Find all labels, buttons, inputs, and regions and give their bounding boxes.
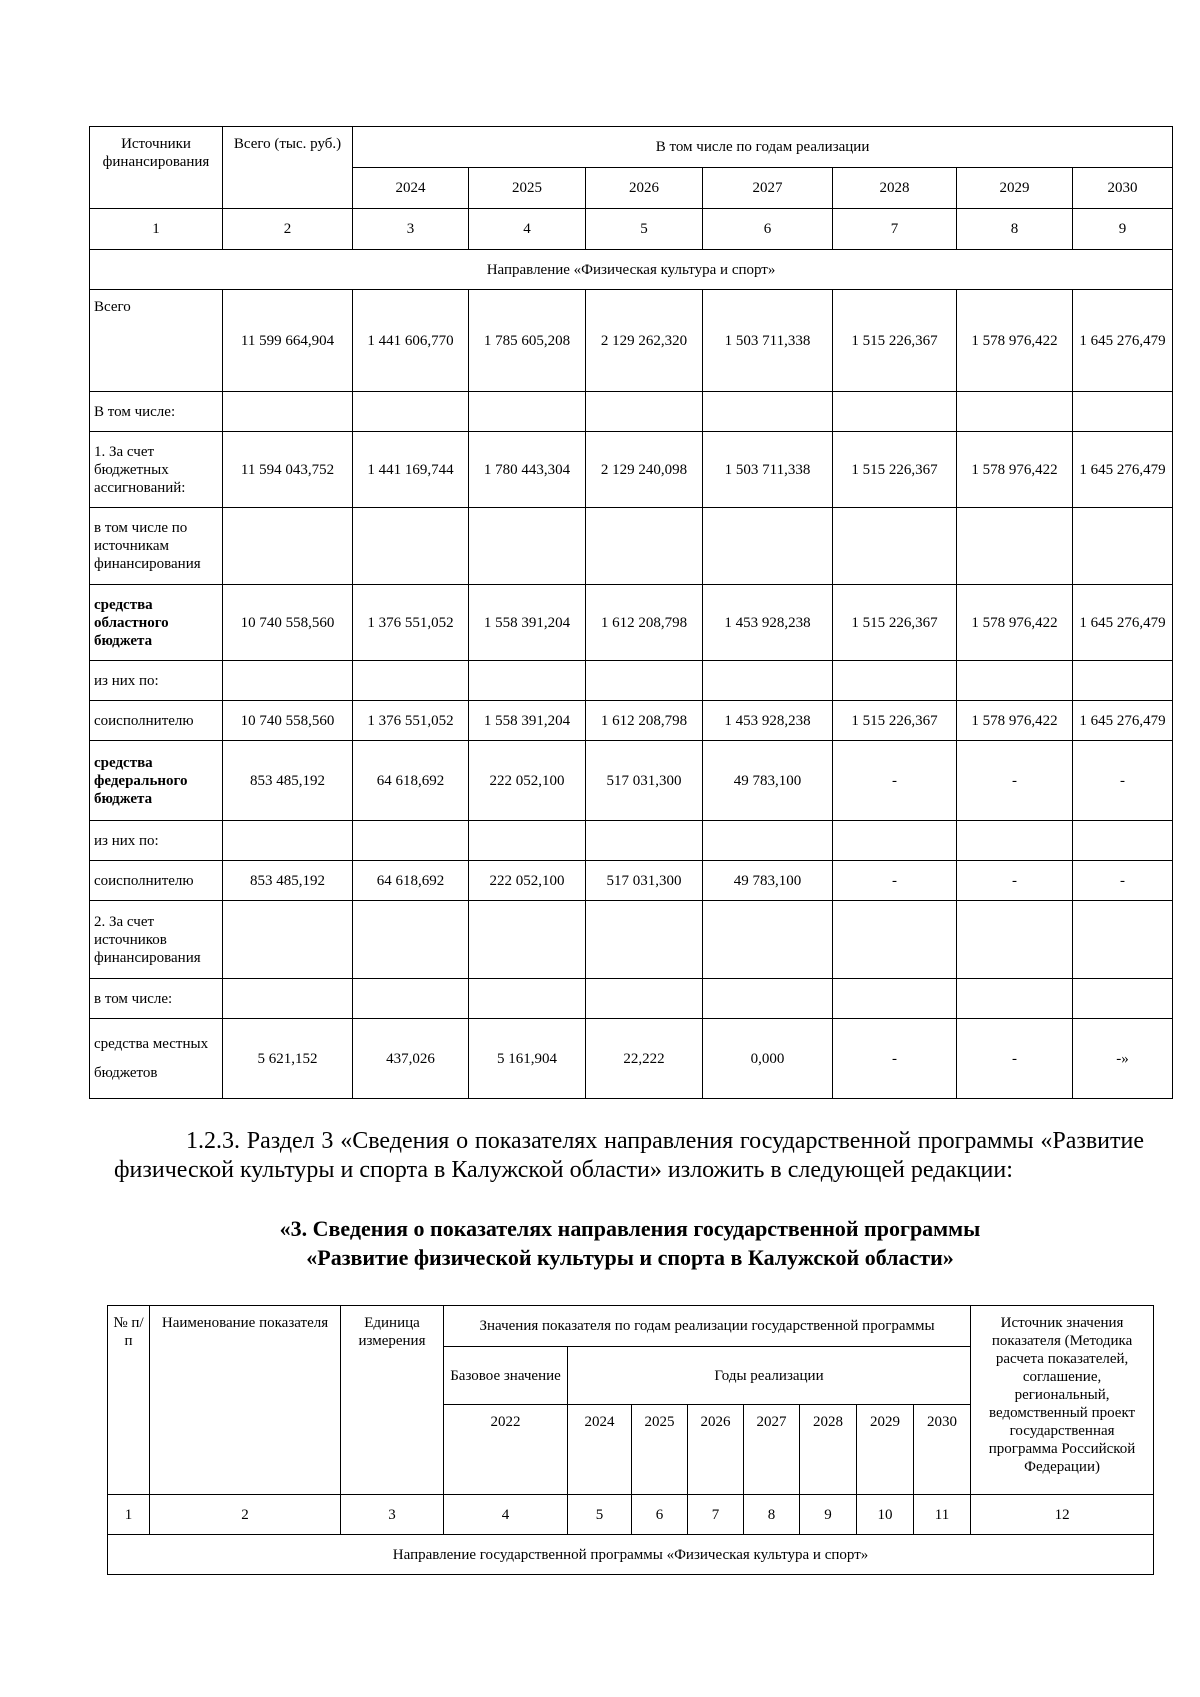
header-year: 2027 — [703, 168, 833, 209]
row-value — [586, 661, 703, 701]
row-value — [469, 508, 586, 585]
table-row — [90, 392, 1173, 432]
row-value — [703, 661, 833, 701]
table-row — [90, 432, 1173, 508]
header-year: 2027 — [744, 1405, 800, 1495]
row-value: - — [1073, 741, 1173, 821]
row-value: 437,026 — [353, 1019, 469, 1099]
row-label: Всего — [90, 290, 223, 392]
section-title: Направление «Физическая культура и спорт» — [90, 250, 1173, 290]
row-value: 1 645 276,479 — [1073, 432, 1173, 508]
column-number: 2 — [223, 209, 353, 250]
row-value — [957, 979, 1073, 1019]
column-number: 4 — [469, 209, 586, 250]
row-value: 49 783,100 — [703, 861, 833, 901]
row-value: 1 441 606,770 — [353, 290, 469, 392]
row-value — [833, 821, 957, 861]
row-value: - — [957, 741, 1073, 821]
row-value — [1073, 508, 1173, 585]
row-value — [703, 901, 833, 979]
row-value: 1 503 711,338 — [703, 290, 833, 392]
row-value: 1 503 711,338 — [703, 432, 833, 508]
row-value: 5 161,904 — [469, 1019, 586, 1099]
row-value — [223, 821, 353, 861]
section-title: Направление государственной программы «Физическая культура и спорт» — [108, 1535, 1154, 1575]
row-value — [703, 821, 833, 861]
row-value — [833, 392, 957, 432]
row-value — [1073, 901, 1173, 979]
header-year: 2030 — [914, 1405, 971, 1495]
row-value: 22,222 — [586, 1019, 703, 1099]
row-value — [223, 508, 353, 585]
row-value — [469, 901, 586, 979]
financing-table — [89, 126, 1173, 1099]
table-row — [90, 1019, 1173, 1099]
column-number: 6 — [703, 209, 833, 250]
row-value: 1 785 605,208 — [469, 290, 586, 392]
column-number: 5 — [586, 209, 703, 250]
row-value — [703, 392, 833, 432]
table-row — [90, 861, 1173, 901]
row-value — [957, 821, 1073, 861]
row-value: 2 129 262,320 — [586, 290, 703, 392]
header-total: Всего (тыс. руб.) — [223, 127, 353, 209]
row-value — [957, 508, 1073, 585]
header-year: 2028 — [800, 1405, 857, 1495]
header-year: 2025 — [632, 1405, 688, 1495]
table-row — [90, 979, 1173, 1019]
row-value: 517 031,300 — [586, 741, 703, 821]
header-by-years: В том числе по годам реализации — [353, 127, 1173, 168]
row-value — [1073, 392, 1173, 432]
row-value — [469, 661, 586, 701]
row-value — [353, 901, 469, 979]
row-value: 517 031,300 — [586, 861, 703, 901]
row-value: 1 612 208,798 — [586, 701, 703, 741]
row-value — [833, 979, 957, 1019]
row-value: 64 618,692 — [353, 741, 469, 821]
row-value: - — [833, 741, 957, 821]
row-label: в том числе: — [90, 979, 223, 1019]
table-row — [90, 741, 1173, 821]
row-value — [1073, 979, 1173, 1019]
row-value: 1 515 226,367 — [833, 585, 957, 661]
column-number: 9 — [1073, 209, 1173, 250]
column-number: 12 — [971, 1495, 1154, 1535]
column-number: 3 — [341, 1495, 444, 1535]
row-value: 11 594 043,752 — [223, 432, 353, 508]
row-value — [1073, 661, 1173, 701]
row-value — [586, 392, 703, 432]
header-unit: Единица измерения — [341, 1306, 444, 1495]
row-label: средства областного бюджета — [90, 585, 223, 661]
table-row — [90, 661, 1173, 701]
row-value: 1 376 551,052 — [353, 585, 469, 661]
row-value — [353, 661, 469, 701]
row-value: 11 599 664,904 — [223, 290, 353, 392]
row-value — [957, 901, 1073, 979]
column-number: 1 — [90, 209, 223, 250]
row-value: 0,000 — [703, 1019, 833, 1099]
column-number: 2 — [150, 1495, 341, 1535]
row-value — [353, 392, 469, 432]
column-number: 7 — [833, 209, 957, 250]
column-number: 11 — [914, 1495, 971, 1535]
row-value — [957, 661, 1073, 701]
row-value: - — [957, 1019, 1073, 1099]
header-base-year: 2022 — [444, 1405, 568, 1495]
row-label: В том числе: — [90, 392, 223, 432]
row-value — [353, 821, 469, 861]
row-value: 853 485,192 — [223, 741, 353, 821]
header-year: 2024 — [568, 1405, 632, 1495]
header-years-title: Годы реализации — [568, 1347, 971, 1405]
row-value: 1 453 928,238 — [703, 585, 833, 661]
table-row — [90, 701, 1173, 741]
column-number: 5 — [568, 1495, 632, 1535]
header-sources: Источники финансирования — [90, 127, 223, 209]
header-num: № п/п — [108, 1306, 150, 1495]
row-value: 1 441 169,744 — [353, 432, 469, 508]
row-value — [469, 821, 586, 861]
row-value — [223, 661, 353, 701]
header-base-value: Базовое значение — [444, 1347, 568, 1405]
row-value: 1 780 443,304 — [469, 432, 586, 508]
header-year: 2030 — [1073, 168, 1173, 209]
row-label: соисполнителю — [90, 861, 223, 901]
row-value: 49 783,100 — [703, 741, 833, 821]
column-number: 7 — [688, 1495, 744, 1535]
amendment-paragraph — [114, 1127, 1144, 1185]
row-value — [353, 508, 469, 585]
row-value — [586, 821, 703, 861]
section-heading-line-1: «3. Сведения о показателях направления государственной программы — [279, 1216, 981, 1241]
row-value: 1 645 276,479 — [1073, 701, 1173, 741]
column-number: 3 — [353, 209, 469, 250]
row-label: 2. За счет источников финансирования — [90, 901, 223, 979]
row-value — [586, 901, 703, 979]
row-value — [586, 979, 703, 1019]
header-year: 2029 — [857, 1405, 914, 1495]
header-year: 2025 — [469, 168, 586, 209]
row-value — [833, 508, 957, 585]
row-value: 10 740 558,560 — [223, 701, 353, 741]
header-source: Источник значения показателя (Методика расчета показателей, соглашение, региональный, ведомственный проект государственная программа Российской Федерации) — [971, 1306, 1154, 1495]
row-value: 64 618,692 — [353, 861, 469, 901]
row-value: 1 578 976,422 — [957, 290, 1073, 392]
column-number: 6 — [632, 1495, 688, 1535]
row-label: средства местных бюджетов — [90, 1019, 223, 1099]
header-year: 2028 — [833, 168, 957, 209]
row-value: 1 558 391,204 — [469, 585, 586, 661]
row-value: 1 612 208,798 — [586, 585, 703, 661]
row-value: 1 558 391,204 — [469, 701, 586, 741]
row-label: соисполнителю — [90, 701, 223, 741]
row-value: - — [957, 861, 1073, 901]
row-value: -» — [1073, 1019, 1173, 1099]
row-value: 853 485,192 — [223, 861, 353, 901]
row-value: 2 129 240,098 — [586, 432, 703, 508]
row-value: 1 376 551,052 — [353, 701, 469, 741]
row-label: 1. За счет бюджетных ассигнований: — [90, 432, 223, 508]
row-value — [833, 901, 957, 979]
table-row — [90, 821, 1173, 861]
row-value: 1 578 976,422 — [957, 701, 1073, 741]
column-number: 1 — [108, 1495, 150, 1535]
header-values-title: Значения показателя по годам реализации государственной программы — [444, 1306, 971, 1347]
row-value: 10 740 558,560 — [223, 585, 353, 661]
header-year: 2026 — [586, 168, 703, 209]
row-value: 1 453 928,238 — [703, 701, 833, 741]
row-value — [469, 979, 586, 1019]
header-year: 2029 — [957, 168, 1073, 209]
row-value: 1 515 226,367 — [833, 290, 957, 392]
table-row — [90, 901, 1173, 979]
column-number: 8 — [744, 1495, 800, 1535]
row-value — [223, 392, 353, 432]
row-value — [353, 979, 469, 1019]
row-value: 1 578 976,422 — [957, 585, 1073, 661]
row-value: 222 052,100 — [469, 861, 586, 901]
header-indicator-name: Наименование показателя — [150, 1306, 341, 1495]
row-value: 5 621,152 — [223, 1019, 353, 1099]
row-value — [957, 392, 1073, 432]
row-value — [223, 979, 353, 1019]
column-number: 4 — [444, 1495, 568, 1535]
row-value: - — [1073, 861, 1173, 901]
header-year: 2026 — [688, 1405, 744, 1495]
table-row — [90, 290, 1173, 392]
row-value — [703, 979, 833, 1019]
row-value: - — [833, 1019, 957, 1099]
row-value: - — [833, 861, 957, 901]
row-label: из них по: — [90, 661, 223, 701]
table-row — [90, 585, 1173, 661]
row-value — [703, 508, 833, 585]
table-row — [90, 508, 1173, 585]
row-value: 1 645 276,479 — [1073, 585, 1173, 661]
row-value: 222 052,100 — [469, 741, 586, 821]
row-label: в том числе по источникам финансирования — [90, 508, 223, 585]
section-heading-line-2: «Развитие физической культуры и спорта в Калужской области» — [306, 1245, 954, 1270]
column-number: 10 — [857, 1495, 914, 1535]
row-label: из них по: — [90, 821, 223, 861]
header-year: 2024 — [353, 168, 469, 209]
row-value — [833, 661, 957, 701]
row-value: 1 578 976,422 — [957, 432, 1073, 508]
row-value: 1 515 226,367 — [833, 432, 957, 508]
row-value: 1 515 226,367 — [833, 701, 957, 741]
row-value — [469, 392, 586, 432]
financing-rows — [90, 290, 1173, 1099]
row-value: 1 645 276,479 — [1073, 290, 1173, 392]
column-number: 8 — [957, 209, 1073, 250]
indicators-table — [107, 1305, 1154, 1575]
row-value — [223, 901, 353, 979]
amendment-text: 1.2.3. Раздел 3 «Сведения о показателях направления государственной программы «Развитие физической культуры и спорта в Калужской области» изложить в следующей редакции: — [114, 1128, 1144, 1183]
row-value — [1073, 821, 1173, 861]
row-value — [586, 508, 703, 585]
column-number: 9 — [800, 1495, 857, 1535]
row-label: средства федерального бюджета — [90, 741, 223, 821]
